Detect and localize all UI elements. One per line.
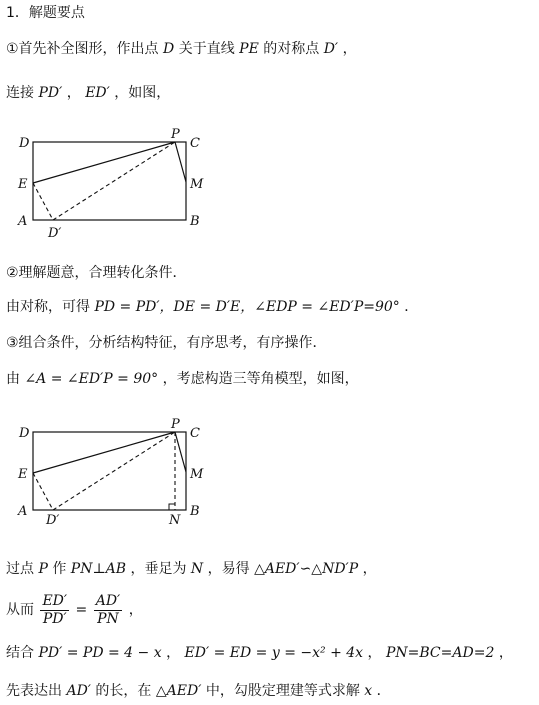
rectangle-abcd [33,142,186,220]
final-x: x [364,683,373,699]
label-b: B [190,504,200,519]
perp-line [6,560,377,578]
fraction-1-denominator: PD′ [42,610,67,627]
label-c: C [190,426,200,441]
step2-text-a: 由对称，可得 [6,299,90,315]
step3-line2 [6,370,359,388]
perp-point-p: P [38,561,48,577]
combine-eq2: ED′ = ED = y = −x² + 4x [184,645,364,661]
perp-text-d: ，易得 [207,561,250,577]
figure-2-diagram [0,410,230,535]
combine-line [6,644,513,662]
final-text-b: 的长，在 [95,683,152,699]
label-a: A [18,504,28,519]
label-c: C [190,136,200,151]
step3-text-b: ，考虑构造三等角模型，如图， [162,371,359,387]
dashed-ed-prime [33,183,53,220]
combine-text-b: ， [498,645,513,661]
label-p: P [171,127,180,142]
dashed-pd-prime [53,142,175,220]
combine-eq3: PN=BC=AD=2 [385,645,495,661]
segment-pm [175,432,186,472]
combine-eq1: PD′ = PD = 4 − x [38,645,162,661]
perp-text-a: 过点 [6,561,34,577]
segment-pd-prime: PD′ [38,85,63,101]
label-m: M [190,177,204,192]
similar-triangles: △AED′∽△ND′P [254,561,359,577]
figure-2 [0,410,230,539]
perp-text-e: ， [362,561,377,577]
label-e: E [18,177,28,192]
fraction-2-numerator: AD′ [95,592,121,609]
final-triangle: △AED′ [155,683,202,699]
dashed-ed-prime [33,473,53,510]
label-d: D [19,136,30,151]
perp-text-b: 作 [52,561,67,577]
rectangle-abcd [33,432,186,510]
step1-text-d: ， [342,41,357,57]
step2-equations: PD = PD′，DE = D′E，∠EDP = ∠ED′P=90° [94,299,400,315]
final-ad-prime: AD′ [66,683,91,699]
ratio-text-b: ， [128,602,143,618]
perp-point-n: N [190,561,204,577]
final-line [6,682,391,700]
line-pe: PE [239,41,259,57]
step3-text-a: 由 [6,371,20,387]
perp-pn-ab: PN⊥AB [70,561,127,577]
step2-end: ． [404,299,419,315]
step2-line2 [6,298,418,316]
segment-ep [33,142,175,183]
dashed-pd-prime [53,432,175,510]
figure-1-diagram [0,120,230,245]
label-p: P [171,417,180,432]
connect-text-b: ，如图， [114,85,171,101]
section-heading: 1．解题要点 [6,5,85,21]
ratio-line [6,592,143,628]
segment-pm [175,142,186,182]
label-m: M [190,467,204,482]
segment-ep [33,432,175,473]
final-text-a: 先表达出 [6,683,62,699]
step1-text-a: ①首先补全图形，作出点 [6,41,159,57]
fraction-2-denominator: PN [97,610,119,627]
segment-ed-prime: ED′ [85,85,110,101]
connect-sep: ， [66,85,81,101]
step2-line1: ②理解题意，合理转化条件． [6,265,187,281]
connect-text-a: 连接 [6,85,34,101]
combine-text-a: 结合 [6,645,34,661]
step1-text-c: 的对称点 [263,41,320,57]
fraction-ed-pd [40,593,69,628]
step3-equation: ∠A = ∠ED′P = 90° [24,371,159,387]
combine-sep2: ， [367,645,382,661]
label-d-prime: D′ [48,226,62,241]
step1-text-b: 关于直线 [178,41,235,57]
point-d: D [163,41,175,57]
label-n: N [169,513,181,528]
combine-sep1: ， [166,645,181,661]
point-d-prime: D′ [323,41,339,57]
step3-line1: ③组合条件，分析结构特征，有序思考，有序操作． [6,335,327,351]
label-e: E [18,467,28,482]
final-text-d: ． [376,683,391,699]
fraction-1-numerator: ED′ [42,592,68,609]
connect-line [6,84,170,102]
ratio-text-a: 从而 [6,602,34,618]
fraction-ad-pn [94,593,123,628]
label-a: A [18,214,28,229]
label-b: B [190,214,200,229]
step1-line [6,40,357,58]
final-text-c: 中，勾股定理建等式求解 [205,683,360,699]
label-d: D [19,426,30,441]
label-d-prime: D′ [46,513,60,528]
figure-1 [0,120,230,249]
ratio-equals: = [75,602,88,618]
perp-text-c: ，垂足为 [130,561,187,577]
right-angle-mark [169,504,175,510]
